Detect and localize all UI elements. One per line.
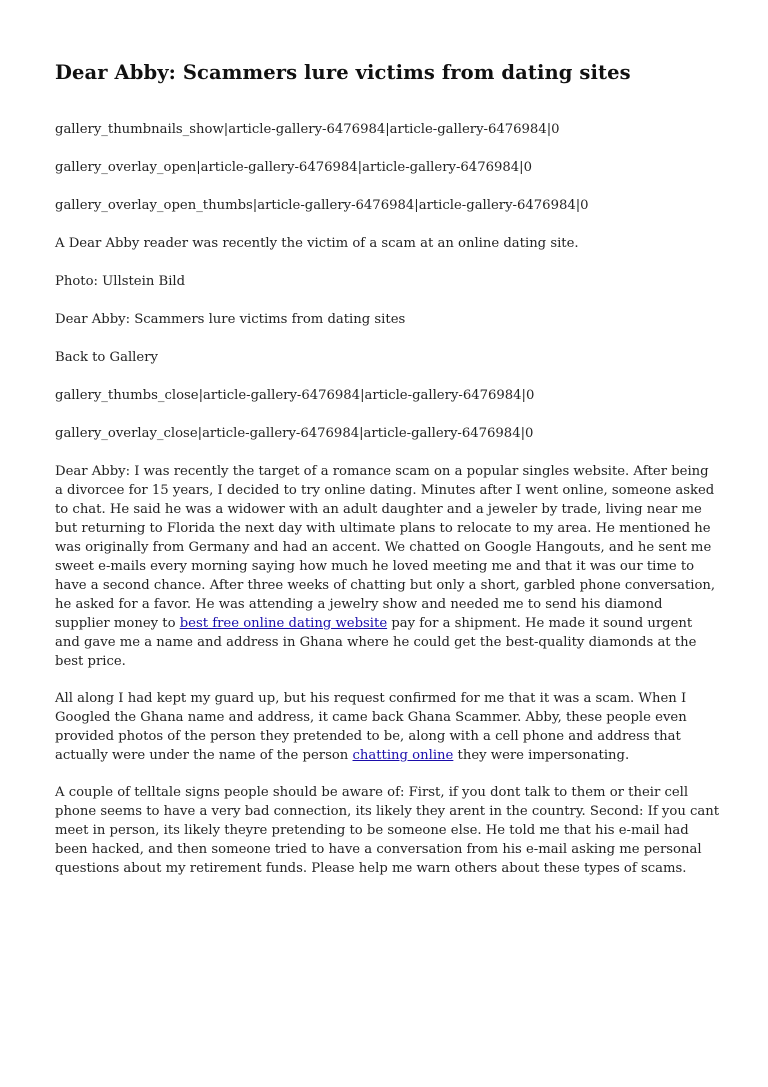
photo-credit: Photo: Ullstein Bild	[55, 274, 186, 289]
gallery-title: Dear Abby: Scammers lure victims from dating sites	[55, 312, 406, 327]
photo-caption: A Dear Abby reader was recently the victim of a scam at an online dating site.	[55, 236, 579, 251]
article-title: Dear Abby: Scammers lure victims from dating sites	[55, 61, 631, 84]
best-free-online-dating-website-link[interactable]: best free online dating website	[179, 616, 388, 631]
paragraph-2-text-start: All along I had kept my guard up, but his request confirmed for me that it was a scam. When I Googled the Ghana name and address, it came back Ghana Scammer. Abby, these people even provided photos of the person they pretended to be, along with a cell phone and address that actually were under the name of the person	[55, 691, 687, 763]
gallery-overlay-close-line: gallery_overlay_close|article-gallery-6476984|article-gallery-6476984|0	[55, 426, 534, 441]
body-paragraph-1	[55, 462, 720, 671]
gallery-thumbs-close-line: gallery_thumbs_close|article-gallery-6476984|article-gallery-6476984|0	[55, 388, 535, 403]
gallery-overlay-open-line: gallery_overlay_open|article-gallery-6476984|article-gallery-6476984|0	[55, 160, 532, 175]
body-paragraph-3: A couple of telltale signs people should be aware of: First, if you dont talk to them or their cell phone seems to have a very bad connection, its likely they arent in the country. Second: If you cant meet in person, its likely theyre pretending to be someone else. He told me that his e-mail had been hacked, and then someone tried to have a conversation from his e-mail asking me personal questions about my retirement funds. Please help me warn others about these types of scams.	[55, 785, 720, 876]
paragraph-1-text-start: Dear Abby: I was recently the target of a romance scam on a popular singles website. After being a divorcee for 15 years, I decided to try online dating. Minutes after I went online, someone asked to chat. He said he was a widower with an adult daughter and a jeweler by trade, living near me but returning to Florida the next day with ultimate plans to relocate to my area. He mentioned he was originally from Germany and had an accent. We chatted on Google Hangouts, and he sent me sweet e-mails every morning saying how much he loved meeting me and that it was our time to have a second chance. After three weeks of chatting but only a short, garbled phone conversation, he asked for a favor. He was attending a jewelry show and needed me to send his diamond supplier money to	[55, 464, 716, 631]
gallery-thumbnails-show-line: gallery_thumbnails_show|article-gallery-6476984|article-gallery-6476984|0	[55, 122, 560, 137]
gallery-overlay-open-thumbs-line: gallery_overlay_open_thumbs|article-gallery-6476984|article-gallery-6476984|0	[55, 198, 589, 213]
body-paragraph-2	[55, 689, 720, 765]
paragraph-1-text-end: pay for a shipment. He made it sound urgent and gave me a name and address in Ghana where he could get the best-quality diamonds at the best price.	[55, 616, 697, 669]
paragraph-2-text-end: they were impersonating.	[453, 748, 630, 763]
back-to-gallery-text: Back to Gallery	[55, 350, 158, 365]
chatting-online-link[interactable]: chatting online	[352, 748, 454, 763]
